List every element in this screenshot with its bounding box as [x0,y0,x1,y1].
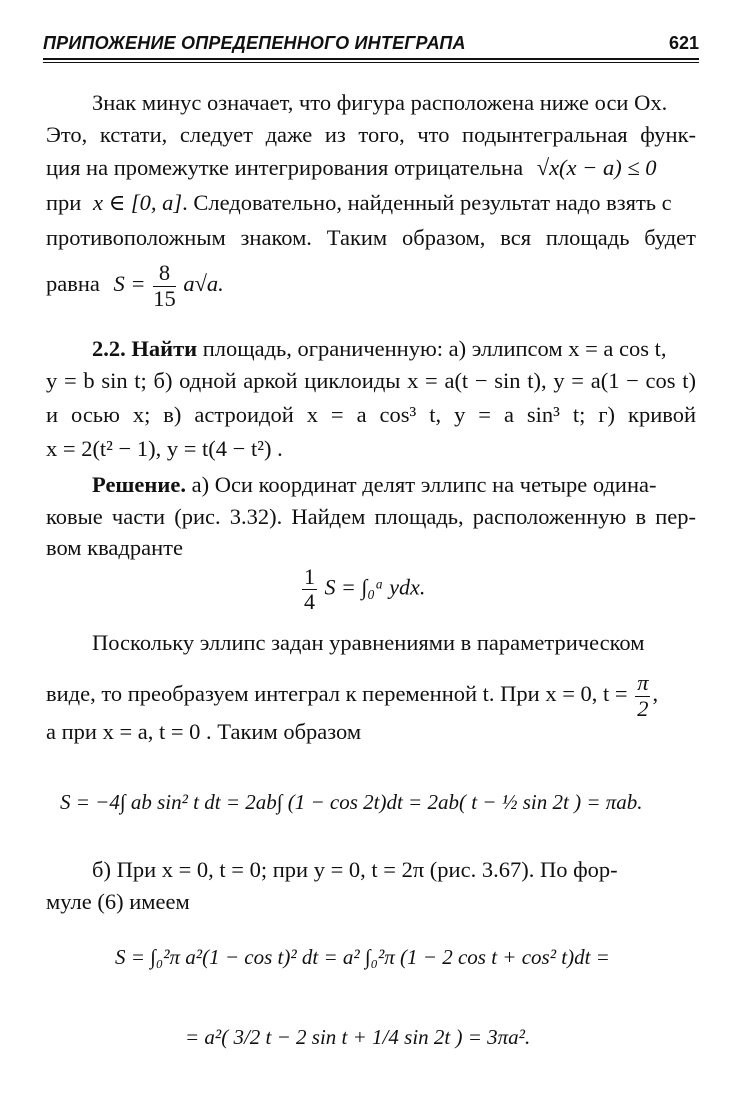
para1-line4-math: x ∈ [0, a] [92,190,183,215]
equation-cycloid-result: = a²( 3/2 t − 2 sin t + 1/4 sin 2t ) = 3πa². [185,1025,531,1049]
solution-para3-line2: муле (6) имеем [46,889,190,914]
equation-quarter-area [300,566,425,613]
solution-line2: ковые части (рис. 3.32). Найдем площадь, расположенную в пер- [46,504,696,529]
equation-ellipse-area: S = −4∫ ab sin² t dt = 2ab∫ (1 − cos 2t)dt = 2ab( t − ½ sin 2t ) = πab. [60,790,643,814]
fraction-numerator: π [637,670,649,695]
para1-line3-math: √x(x − a) ≤ 0 [536,155,657,180]
para1-line6 [46,262,224,322]
para1-line6-rhs: a√a. [183,271,224,297]
fraction-pi-2 [635,672,650,720]
solution-para2-line2: виде, то преобразуем интеграл к переменной t. При x = 0, t = $\frac{\pi}{2}$ , [46,670,659,721]
problem-line2: y = b sin t; б) одной аркой циклоиды x = a(t − sin t), y = a(1 − cos t) [46,368,696,393]
fraction-denominator: 2 [637,695,649,721]
equation-quarter-area-rest: S = ∫₀ᵃ ydx. [324,574,426,600]
problem-line1-rest: площадь, ограниченную: а) эллипсом x = a cos t, [202,336,667,361]
problem-line1 [92,334,696,364]
fraction-denominator: 15 [153,285,176,311]
para1-line3-text: ция на промежутке интегрирования отрицательна [46,155,524,180]
solution-line3: вом квадранте [46,535,183,560]
fraction-8-15 [153,262,176,310]
running-header [43,33,699,57]
solution-para2-line2-text: виде, то преобразуем интеграл к переменной t. При x = 0, t = [46,681,628,707]
solution-para3-line1: б) При x = 0, t = 0; при y = 0, t = 2π (рис. 3.67). По фор- [92,857,618,882]
solution-para2-line3: а при x = a, t = 0 . Таким образом [46,719,362,744]
para1-line6-lhs: S = [113,271,146,297]
para1-line2: Это, кстати, следует даже из того, что подынтегральная функ- [46,122,696,147]
header-title: ПРИПОЖЕНИЕ ОПРЕДЕПЕННОГО ИНТЕГРАПА [43,33,466,53]
para1-line1: Знак минус означает, что фигура расположена ниже оси Ox. [92,90,668,115]
solution-line1-rest: а) Оси координат делят эллипс на четыре одина- [191,472,657,497]
fraction-denominator: 4 [304,589,315,614]
fraction-1-4 [302,566,317,613]
para1-line4-post: . Следовательно, найденный результат надо взять с [182,190,672,215]
para1-line3 [46,153,657,183]
para1-line4 [46,188,672,218]
header-rule-thin [43,62,699,63]
solution-label: Решение. [92,472,186,497]
equation-cycloid-area: S = ∫₀²π a²(1 − cos t)² dt = a² ∫₀²π (1 − 2 cos t + cos² t)dt = [115,945,610,969]
solution-para2-line1: Поскольку эллипс задан уравнениями в параметрическом [92,630,645,655]
header-rule-thick [43,58,699,60]
para1-line4-pre: при [46,190,82,215]
problem-label: 2.2. Найти [92,336,198,361]
problem-line4: x = 2(t² − 1), y = t(4 − t²) . [46,436,283,461]
page-number: 621 [668,33,699,53]
problem-line3: и осью x; в) астроидой x = a cos³ t, y = a sin³ t; г) кривой [46,402,696,427]
para1-line5: противоположным знаком. Таким образом, вся площадь будет [46,225,696,250]
para1-line6-pre: равна [46,271,100,297]
fraction-numerator: 1 [304,564,315,589]
solution-line1 [92,470,696,500]
fraction-numerator: 8 [153,262,176,287]
